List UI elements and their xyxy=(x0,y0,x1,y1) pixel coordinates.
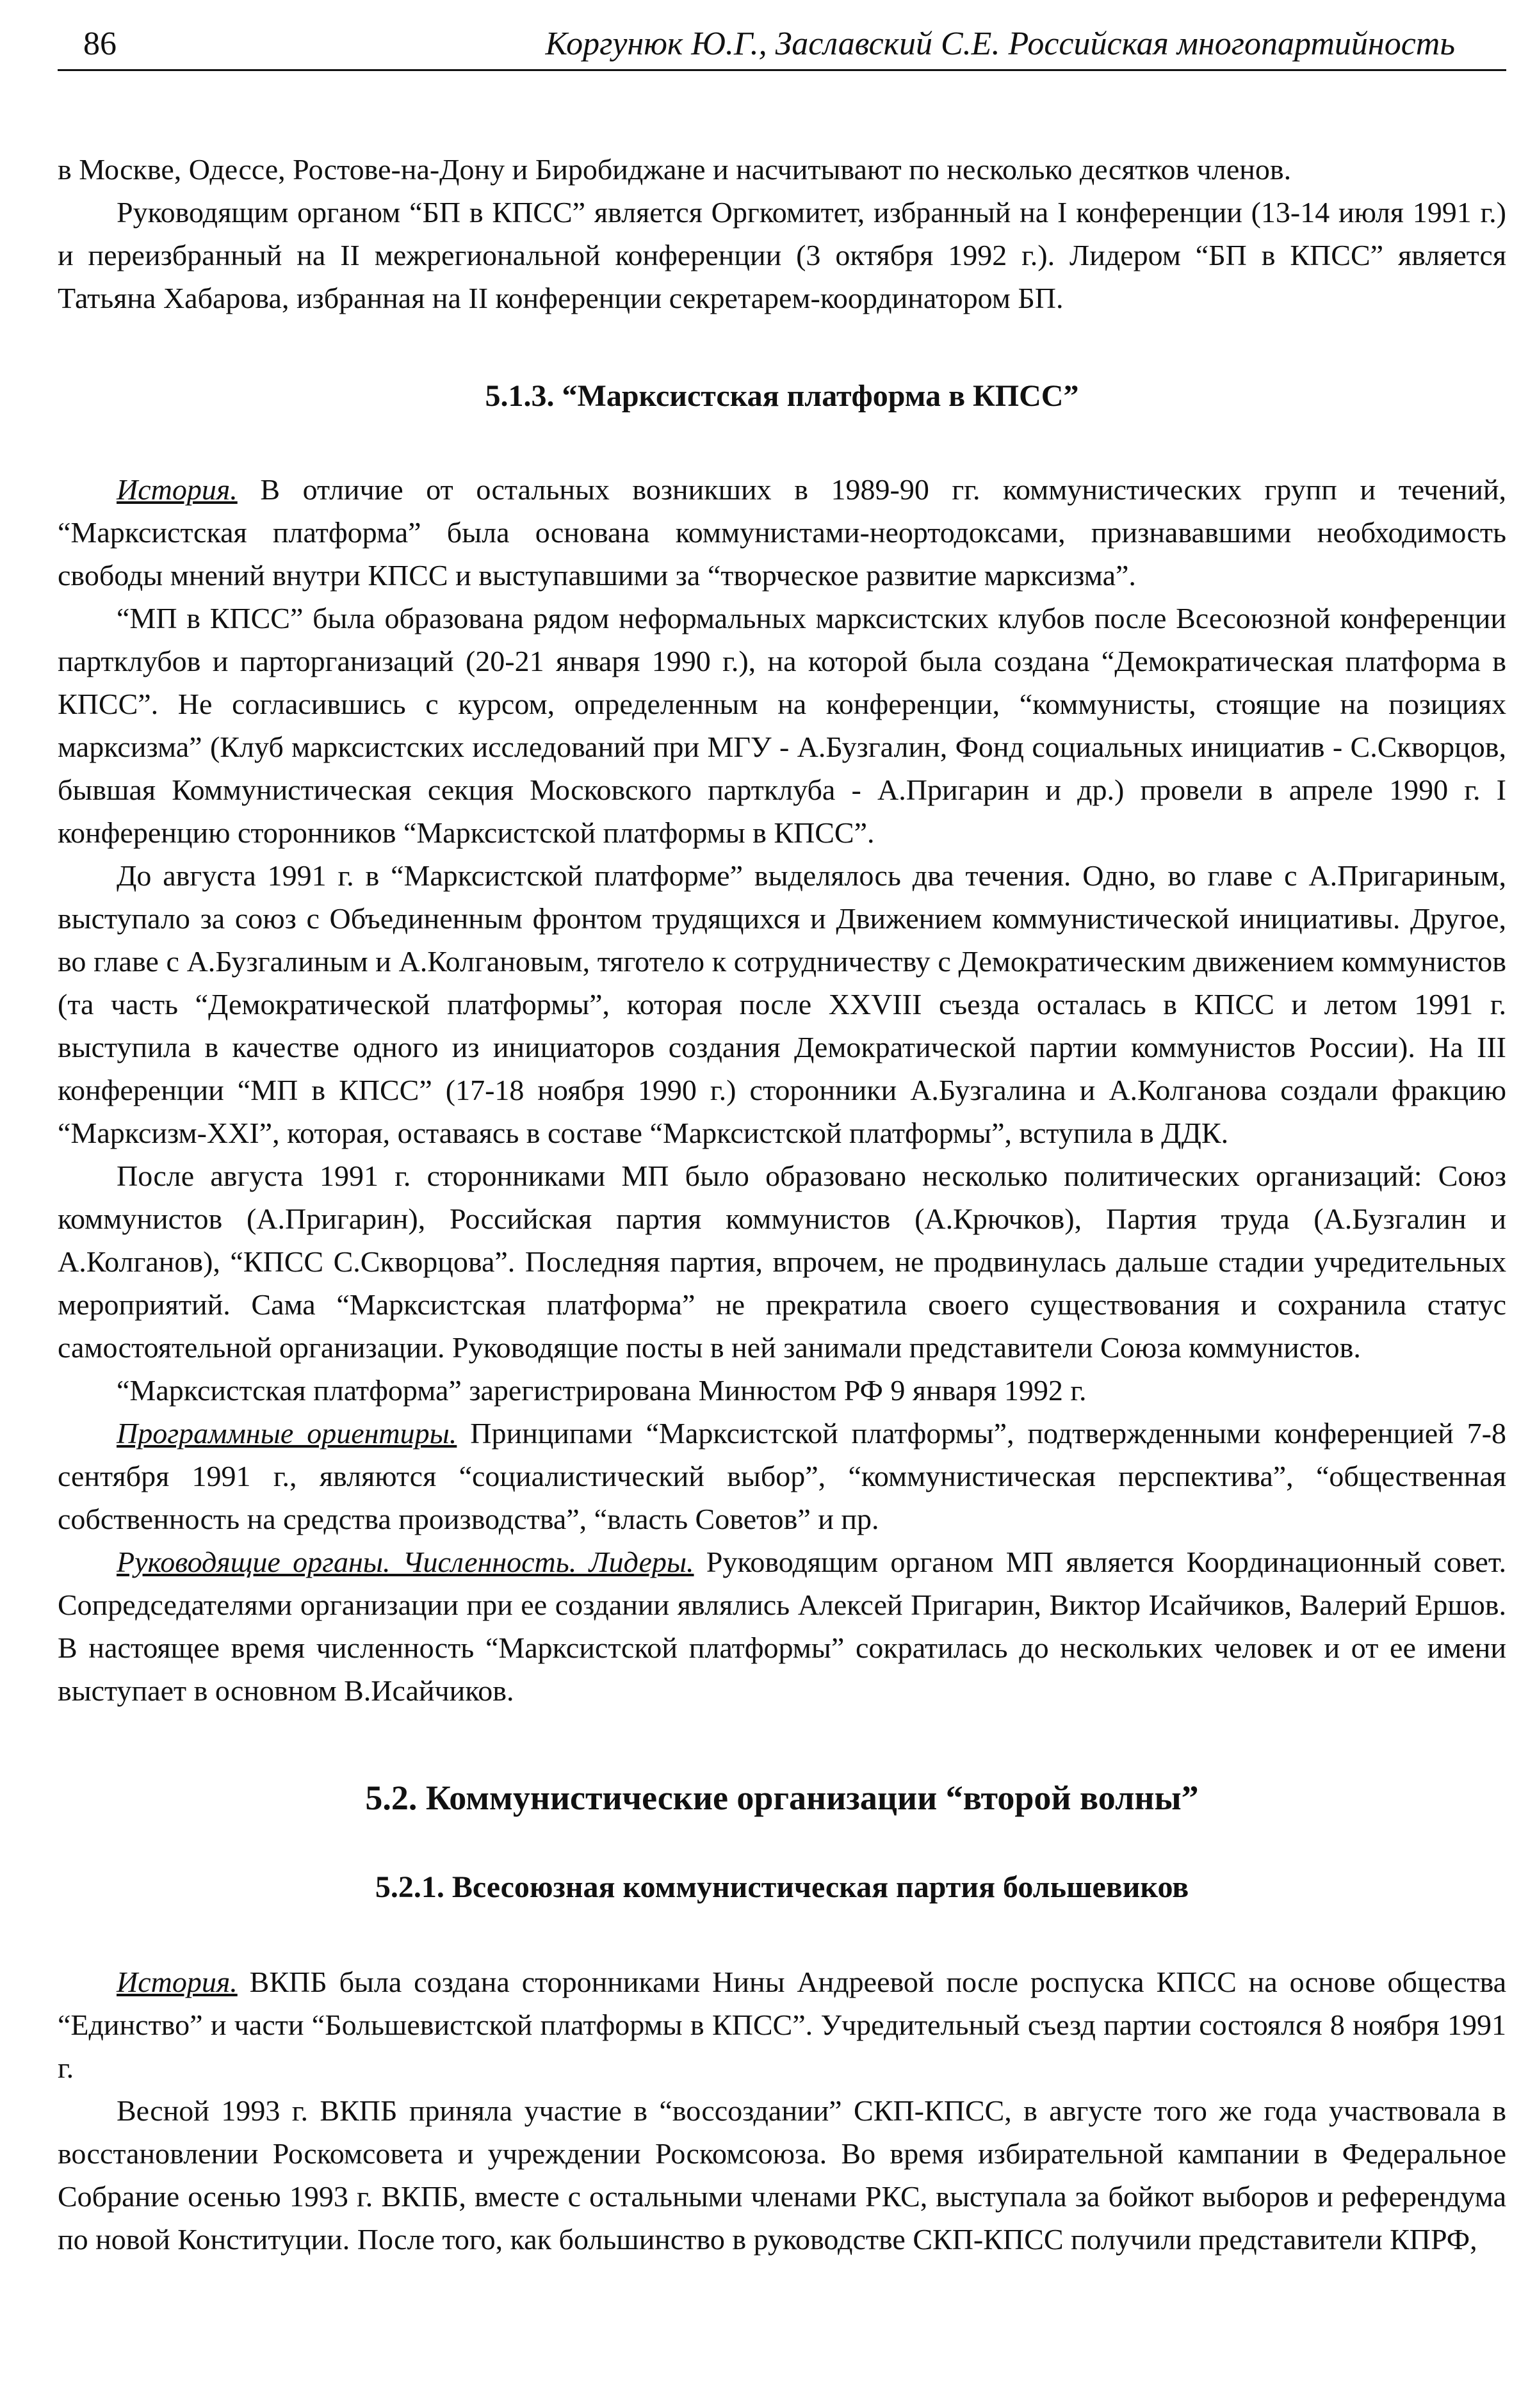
section-heading-5-2: 5.2. Коммунистические организации “второй волны” xyxy=(365,1779,1199,1817)
paragraph-vkpb-history xyxy=(58,1960,1506,2089)
lead-program: Программные ориентиры. xyxy=(117,1417,457,1450)
paragraph-mp-program xyxy=(58,1412,1506,1540)
paragraph-mp-currents: До августа 1991 г. в “Марксистской платформе” выделялось два течения. Одно, во главе с А.Пригариным, выступало за союз с Объединенным фронтом трудящихся и Движением коммунистической инициативы. Другое, во главе с А.Бузгалиным и А.Колгановым, тяготело к сотрудничеству с Демократическим движением коммунистов (та часть “Демократической платформы”, которая после XXVIII съезда осталась в КПСС и летом 1991 г. выступила в качестве одного из инициаторов создания Демократической партии коммунистов России). На III конференции “МП в КПСС” (17-18 ноября 1990 г.) сторонники А.Бузгалина и А.Колганова создали фракцию “Марксизм-XXI”, которая, оставаясь в составе “Марксистской платформы”, вступила в ДДК. xyxy=(58,859,1506,1149)
vkpb-history-text: ВКПБ была создана сторонниками Нины Андреевой после роспуска КПСС на основе общества “Единство” и части “Большевистской платформы в КПСС”. Учредительный съезд партии состоялся 8 ноября 1991 г. xyxy=(58,1966,1506,2084)
page-number: 86 xyxy=(83,26,117,62)
book-page xyxy=(58,19,1506,2261)
lead-history: История. xyxy=(117,473,238,506)
paragraph-continuation: в Москве, Одессе, Ростове-на-Дону и Биробиджане и насчитывают по несколько десятков членов. xyxy=(58,153,1292,186)
section-heading-5-1-3: 5.1.3. “Марксистская платформа в КПСС” xyxy=(485,379,1079,413)
leaders-text: Руководящим органом МП является Координационный совет. Сопредседателями организации при ее создании являлись Алексей Пригарин, Виктор Исайчиков, Валерий Ершов. В настоящее время численность “Марксистской платформы” сократилась до нескольких человек и от ее имени выступает в основном В.Исайчиков. xyxy=(58,1546,1506,1707)
running-title: Коргунюк Ю.Г., Заславский С.Е. Российская многопартийность xyxy=(545,26,1455,62)
history-text: В отличие от остальных возникших в 1989-90 гг. коммунистических групп и течений, “Марксистская платформа” была основана коммунистами-неортодоксами, признававшими необходимость свободы мнений внутри КПСС и выступавшими за “творческое развитие марксизма”. xyxy=(58,473,1506,592)
section-heading-5-2-1: 5.2.1. Всесоюзная коммунистическая партия большевиков xyxy=(375,1870,1189,1904)
paragraph-mp-history xyxy=(58,468,1506,597)
page-body xyxy=(58,148,1506,2261)
paragraph-mp-leaders xyxy=(58,1540,1506,1712)
paragraph-mp-founding: “МП в КПСС” была образована рядом неформальных марксистских клубов после Всесоюзной конференции партклубов и парторганизаций (20-21 января 1990 г.), на которой была создана “Демократическая платформа в КПСС”. Не согласившись с курсом, определенным на конференции, “коммунисты, стоящие на позициях марксизма” (Клуб марксистских исследований при МГУ - А.Бузгалин, Фонд социальных инициатив - С.Скворцов, бывшая Коммунистическая секция Московского партклуба - А.Пригарин и др.) провели в апреле 1990 г. I конференцию сторонников “Марксистской платформы в КПСС”. xyxy=(58,602,1506,849)
lead-leaders: Руководящие органы. Численность. Лидеры. xyxy=(117,1546,694,1578)
program-text: Принципами “Марксистской платформы”, подтвержденными конференцией 7-8 сентября 1991 г., являются “социалистический выбор”, “коммунистическая перспектива”, “общественная собственность на средства производства”, “власть Советов” и пр. xyxy=(58,1417,1506,1535)
paragraph-bp-leadership: Руководящим органом “БП в КПСС” является Оргкомитет, избранный на I конференции (13-14 июля 1991 г.) и переизбранный на II межрегиональной конференции (3 октября 1992 г.). Лидером “БП в КПСС” является Татьяна Хабарова, избранная на II конференции секретарем-координатором БП. xyxy=(58,196,1506,314)
paragraph-mp-registration: “Марксистская платформа” зарегистрирована Минюстом РФ 9 января 1992 г. xyxy=(117,1374,1087,1407)
running-header xyxy=(58,19,1506,71)
paragraph-mp-after-august: После августа 1991 г. сторонниками МП было образовано несколько политических организаций: Союз коммунистов (А.Пригарин), Российская партия коммунистов (А.Крючков), Партия труда (А.Бузгалин и А.Колганов), “КПСС С.Скворцова”. Последняя партия, впрочем, не продвинулась дальше стадии учредительных мероприятий. Сама “Марксистская платформа” не прекратила своего существования и сохранила статус самостоятельной организации. Руководящие посты в ней занимали представители Союза коммунистов. xyxy=(58,1160,1506,1364)
paragraph-vkpb-1993: Весной 1993 г. ВКПБ приняла участие в “воссоздании” СКП-КПСС, в августе того же года участвовала в восстановлении Роскомсовета и учреждении Роскомсоюза. Во время избирательной кампании в Федеральное Собрание осенью 1993 г. ВКПБ, вместе с остальными членами РКС, выступала за бойкот выборов и референдума по новой Конституции. После того, как большинство в руководстве СКП-КПСС получили представители КПРФ, xyxy=(58,2094,1506,2256)
lead-history-vkpb: История. xyxy=(117,1966,238,1998)
